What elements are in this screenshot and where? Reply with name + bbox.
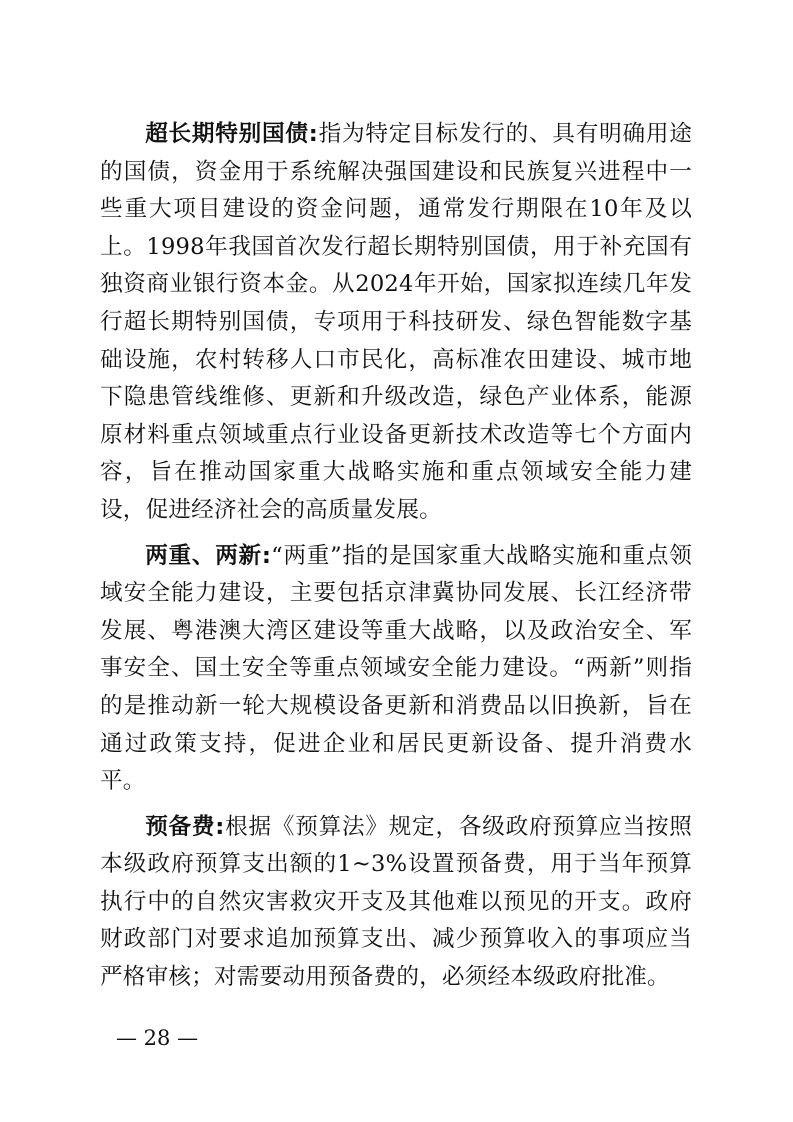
- definition-two-major-two-new: “两重”指的是国家重大战略实施和重点领域安全能力建设，主要包括京津冀协同发展、长江经济带发展、粤港澳大湾区建设等重大战略，以及政治安全、军事安全、国土安全等重点领域安全能力建设。“两新”则指的是推动新一轮大规模设备更新和消费品以旧换新，旨在通过政策支持，促进企业和居民更新设备、提升消费水平。: [100, 542, 692, 795]
- paragraph-reserve-fund: [100, 809, 692, 997]
- term-ultra-long-term-special-bonds: 超长期特别国债:: [145, 121, 319, 147]
- definition-ultra-long-term-special-bonds: 指为特定目标发行的、具有明确用途的国债，资金用于系统解决强国建设和民族复兴进程中一些重大项目建设的资金问题，通常发行期限在10年及以上。1998年我国首次发行超长期特别国债，用于补充国有独资商业银行资本金。从2024年开始，国家拟连续几年发行超长期特别国债，专项用于科技研发、绿色智能数字基础设施，农村转移人口市民化，高标准农田建设、城市地下隐患管线维修、更新和升级改造，绿色产业体系，能源原材料重点领域重点行业设备更新技术改造等七个方面内容，旨在推动国家重大战略实施和重点领域安全能力建设，促进经济社会的高质量发展。: [100, 121, 692, 523]
- term-reserve-fund: 预备费:: [145, 813, 225, 840]
- term-two-major-two-new: 两重、两新:: [145, 542, 272, 569]
- paragraph-two-major-two-new: [100, 538, 692, 801]
- document-body: [100, 116, 692, 1005]
- paragraph-ultra-long-term-special-bonds: [100, 116, 692, 530]
- page-number: — 28 —: [116, 1026, 199, 1050]
- definition-reserve-fund: 根据《预算法》规定，各级政府预算应当按照本级政府预算支出额的1~3%设置预备费，用于当年预算执行中的自然灾害救灾开支及其他难以预见的开支。政府财政部门对要求追加预算支出、减少预算收入的事项应当严格审核；对需要动用预备费的，必须经本级政府批准。: [100, 813, 692, 991]
